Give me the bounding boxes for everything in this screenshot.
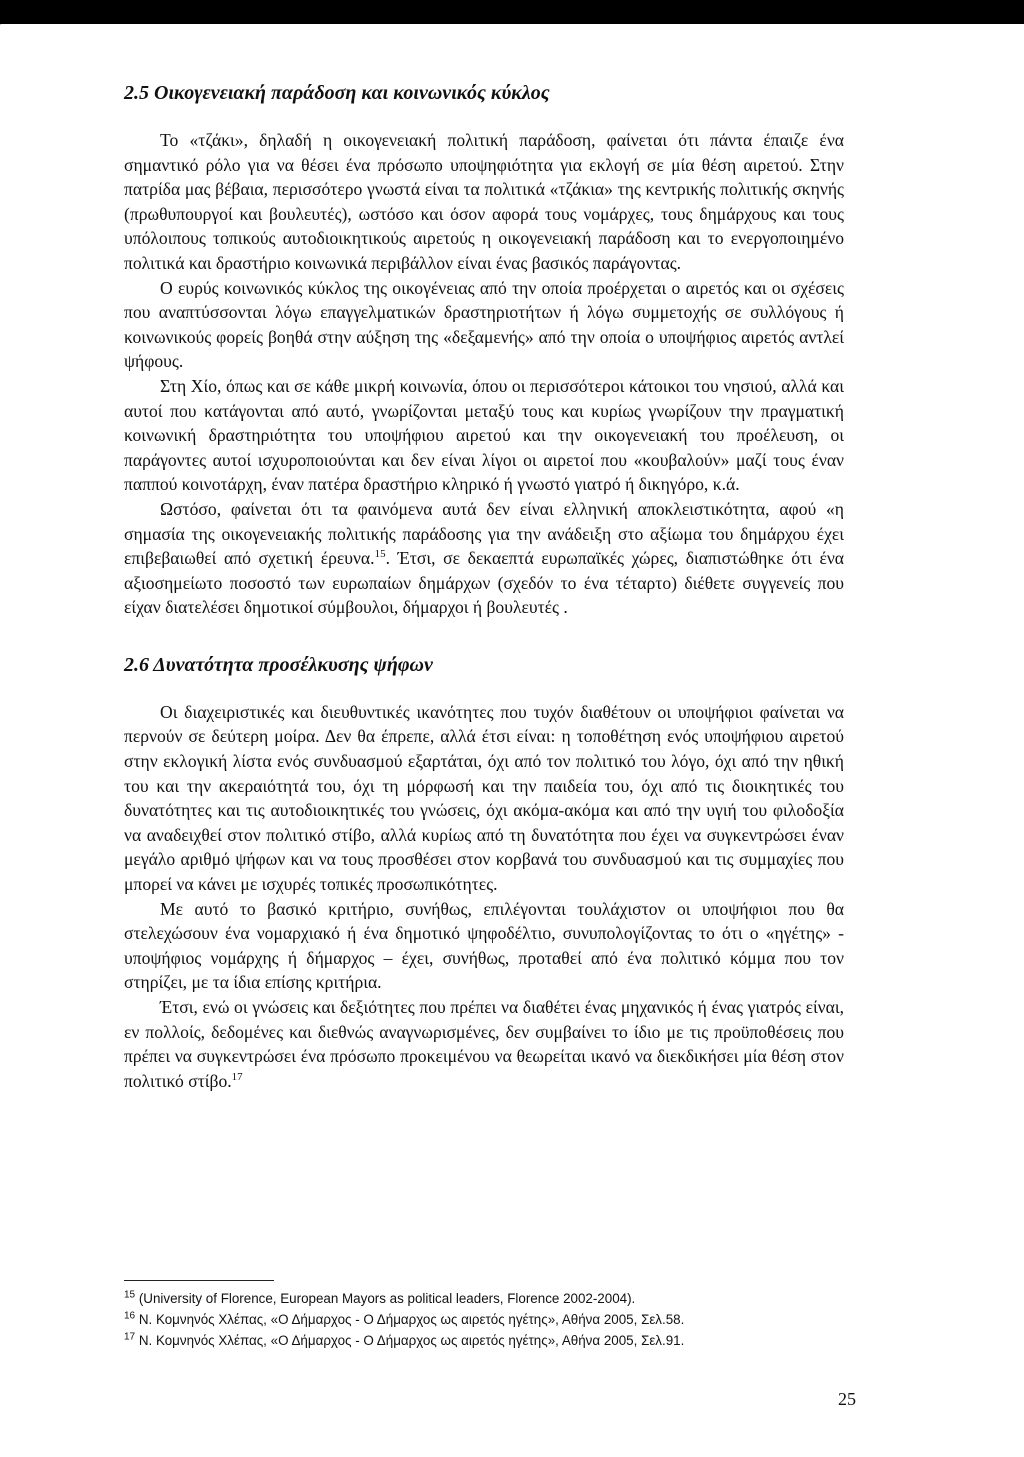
paragraph [124, 497, 844, 620]
paragraph-text: Ωστόσο, φαίνεται ότι τα φαινόμενα αυτά δεν είναι ελληνική αποκλειστικότητα, αφού «η σημασία της οικογενειακής πολιτικής παράδοσης για την ανάδειξη στο αξίωμα του δημάρχου έχει επιβεβαιωθεί από σχετική έρευνα. [124, 498, 844, 569]
footnote-text: Ν. Κομνηνός Χλέπας, «Ο Δήμαρχος - Ο Δήμαρχος ως αιρετός ηγέτης», Αθήνα 2005, Σελ.91. [135, 1333, 685, 1348]
section-2-5-title: 2.5 Οικογενειακή παράδοση και κοινωνικός κύκλος [124, 82, 550, 104]
footnote [124, 1288, 844, 1309]
footnote [124, 1309, 844, 1330]
paragraph-text: Έτσι, ενώ οι γνώσεις και δεξιότητες που πρέπει να διαθέτει ένας μηχανικός ή ένας γιατρός είναι, εν πολλοίς, δεδομένες και διεθνώς αναγνωρισμένες, δεν συμβαίνει το ίδιο με τις προϋποθέσεις που πρέπει να συγκεντρώσει ένα πρόσωπο προκειμένου να θεωρείται ικανό να διεκδικήσει μία θέση στον πολιτικό στίβο. [124, 997, 844, 1091]
footnote-number: 16 [124, 1310, 136, 1322]
document-body [124, 80, 844, 1093]
paragraph: Οι διαχειριστικές και διευθυντικές ικανότητες που τυχόν διαθέτουν οι υποψήφιοι φαίνεται να περνούν σε δεύτερη μοίρα. Δεν θα έπρεπε, αλλά έτσι είναι: η τοποθέτηση ενός υποψήφιου αιρετού στην εκλογική λίστα ενός συνδυασμού εξαρτάται, όχι από τον πολιτικό του λόγο, όχι από την ηθική του και την ακεραιότητά του, όχι τη μόρφωσή και την παιδεία του, όχι από τις διοικητικές του δυνατότητες και τις αυτοδιοικητικές του γνώσεις, όχι ακόμα-ακόμα και από την υγιή του φιλοδοξία να αναδειχθεί στον πολιτικό στίβο, αλλά κυρίως από τη δυνατότητα που έχει να συγκεντρώσει έναν μεγάλο αριθμό ψήφων και να τους προσθέσει στον κορβανά του συνδυασμού και τις συμμαχίες που μπορεί να κάνει με ισχυρές τοπικές προσωπικότητες. [124, 701, 844, 895]
page-number: 25 [838, 1389, 856, 1409]
footnote-ref-17: 17 [231, 1070, 243, 1083]
paragraph: Το «τζάκι», δηλαδή η οικογενειακή πολιτική παράδοση, φαίνεται ότι πάντα έπαιζε ένα σημαντικό ρόλο για να θέσει ένα πρόσωπο υποψηφιότητα για εκλογή σε μία θέση αιρετού. Στην πατρίδα μας βέβαια, περισσότερο γνωστά είναι τα πολιτικά «τζάκια» της κεντρικής πολιτικής σκηνής (πρωθυπουργοί και βουλευτές), ωστόσο και όσον αφορά τους νομάρχες, τους δημάρχους και τους υπόλοιπους τοπικούς αυτοδιοικητικούς αιρετούς η οικογενειακή παράδοση και το ενεργοποιημένο πολιτικά και δραστήριο κοινωνικά περιβάλλον είναι ένας βασικός παράγοντας. [124, 130, 844, 273]
footnote-ref-15: 15 [374, 548, 386, 561]
paragraph: Στη Χίο, όπως και σε κάθε μικρή κοινωνία, όπου οι περισσότεροι κάτοικοι του νησιού, αλλά και αυτοί που κατάγονται από αυτό, γνωρίζονται μεταξύ τους και κυρίως γνωρίζουν την πραγματική κοινωνική δραστηριότητα του υποψήφιου αιρετού και την οικογενειακή του προέλευση, οι παράγοντες αυτοί ισχυροποιούνται και δεν είναι λίγοι οι αιρετοί που «κουβαλούν» μαζί τους έναν παππού κοινοτάρχη, έναν πατέρα δραστήριο κληρικό ή γνωστό γιατρό ή δικηγόρο, κ.ά. [124, 375, 844, 495]
paragraph [124, 995, 844, 1093]
footnotes [124, 1280, 844, 1351]
footnote-number: 17 [124, 1331, 136, 1343]
footnote-number: 15 [124, 1289, 136, 1301]
footnote-text: (University of Florence, European Mayors as political leaders, Florence 2002-2004). [135, 1291, 636, 1306]
paragraph: Με αυτό το βασικό κριτήριο, συνήθως, επιλέγονται τουλάχιστον οι υποψήφιοι που θα στελεχώσουν ένα νομαρχιακό ή ένα δημοτικό ψηφοδέλτιο, συνυπολογίζοντας το ότι ο «ηγέτης» - υποψήφιος νομάρχης ή δήμαρχος – έχει, συνήθως, προταθεί από ένα πολιτικό κόμμα που τον στηρίζει, με τα ίδια επίσης κριτήρια. [124, 898, 844, 993]
paragraph-text: . Έτσι, σε δεκαεπτά ευρωπαϊκές χώρες, διαπιστώθηκε ότι ένα αξιοσημείωτο ποσοστό των ευρωπαίων δημάρχων (σχεδόν το ένα τέταρτο) διέθετε συγγενείς που είχαν διατελέσει δημοτικοί σύμβουλοι, δήμαρχοι ή βουλευτές . [124, 548, 845, 618]
footnote-text: Ν. Κομνηνός Χλέπας, «Ο Δήμαρχος - Ο Δήμαρχος ως αιρετός ηγέτης», Αθήνα 2005, Σελ.58. [135, 1312, 685, 1327]
footnote-divider [124, 1280, 274, 1281]
paragraph: Ο ευρύς κοινωνικός κύκλος της οικογένειας από την οποία προέρχεται ο αιρετός και οι σχέσεις που αναπτύσσονται λόγω επαγγελματικών δραστηριοτήτων ή λόγω συμμετοχής σε συλλόγους ή κοινωνικούς φορείς βοηθά στην αύξηση της «δεξαμενής» από την οποία ο υποψήφιος αιρετός αντλεί ψήφους. [124, 277, 844, 372]
footnote [124, 1330, 844, 1351]
section-2-6-title: 2.6 Δυνατότητα προσέλκυσης ψήφων [124, 653, 433, 676]
